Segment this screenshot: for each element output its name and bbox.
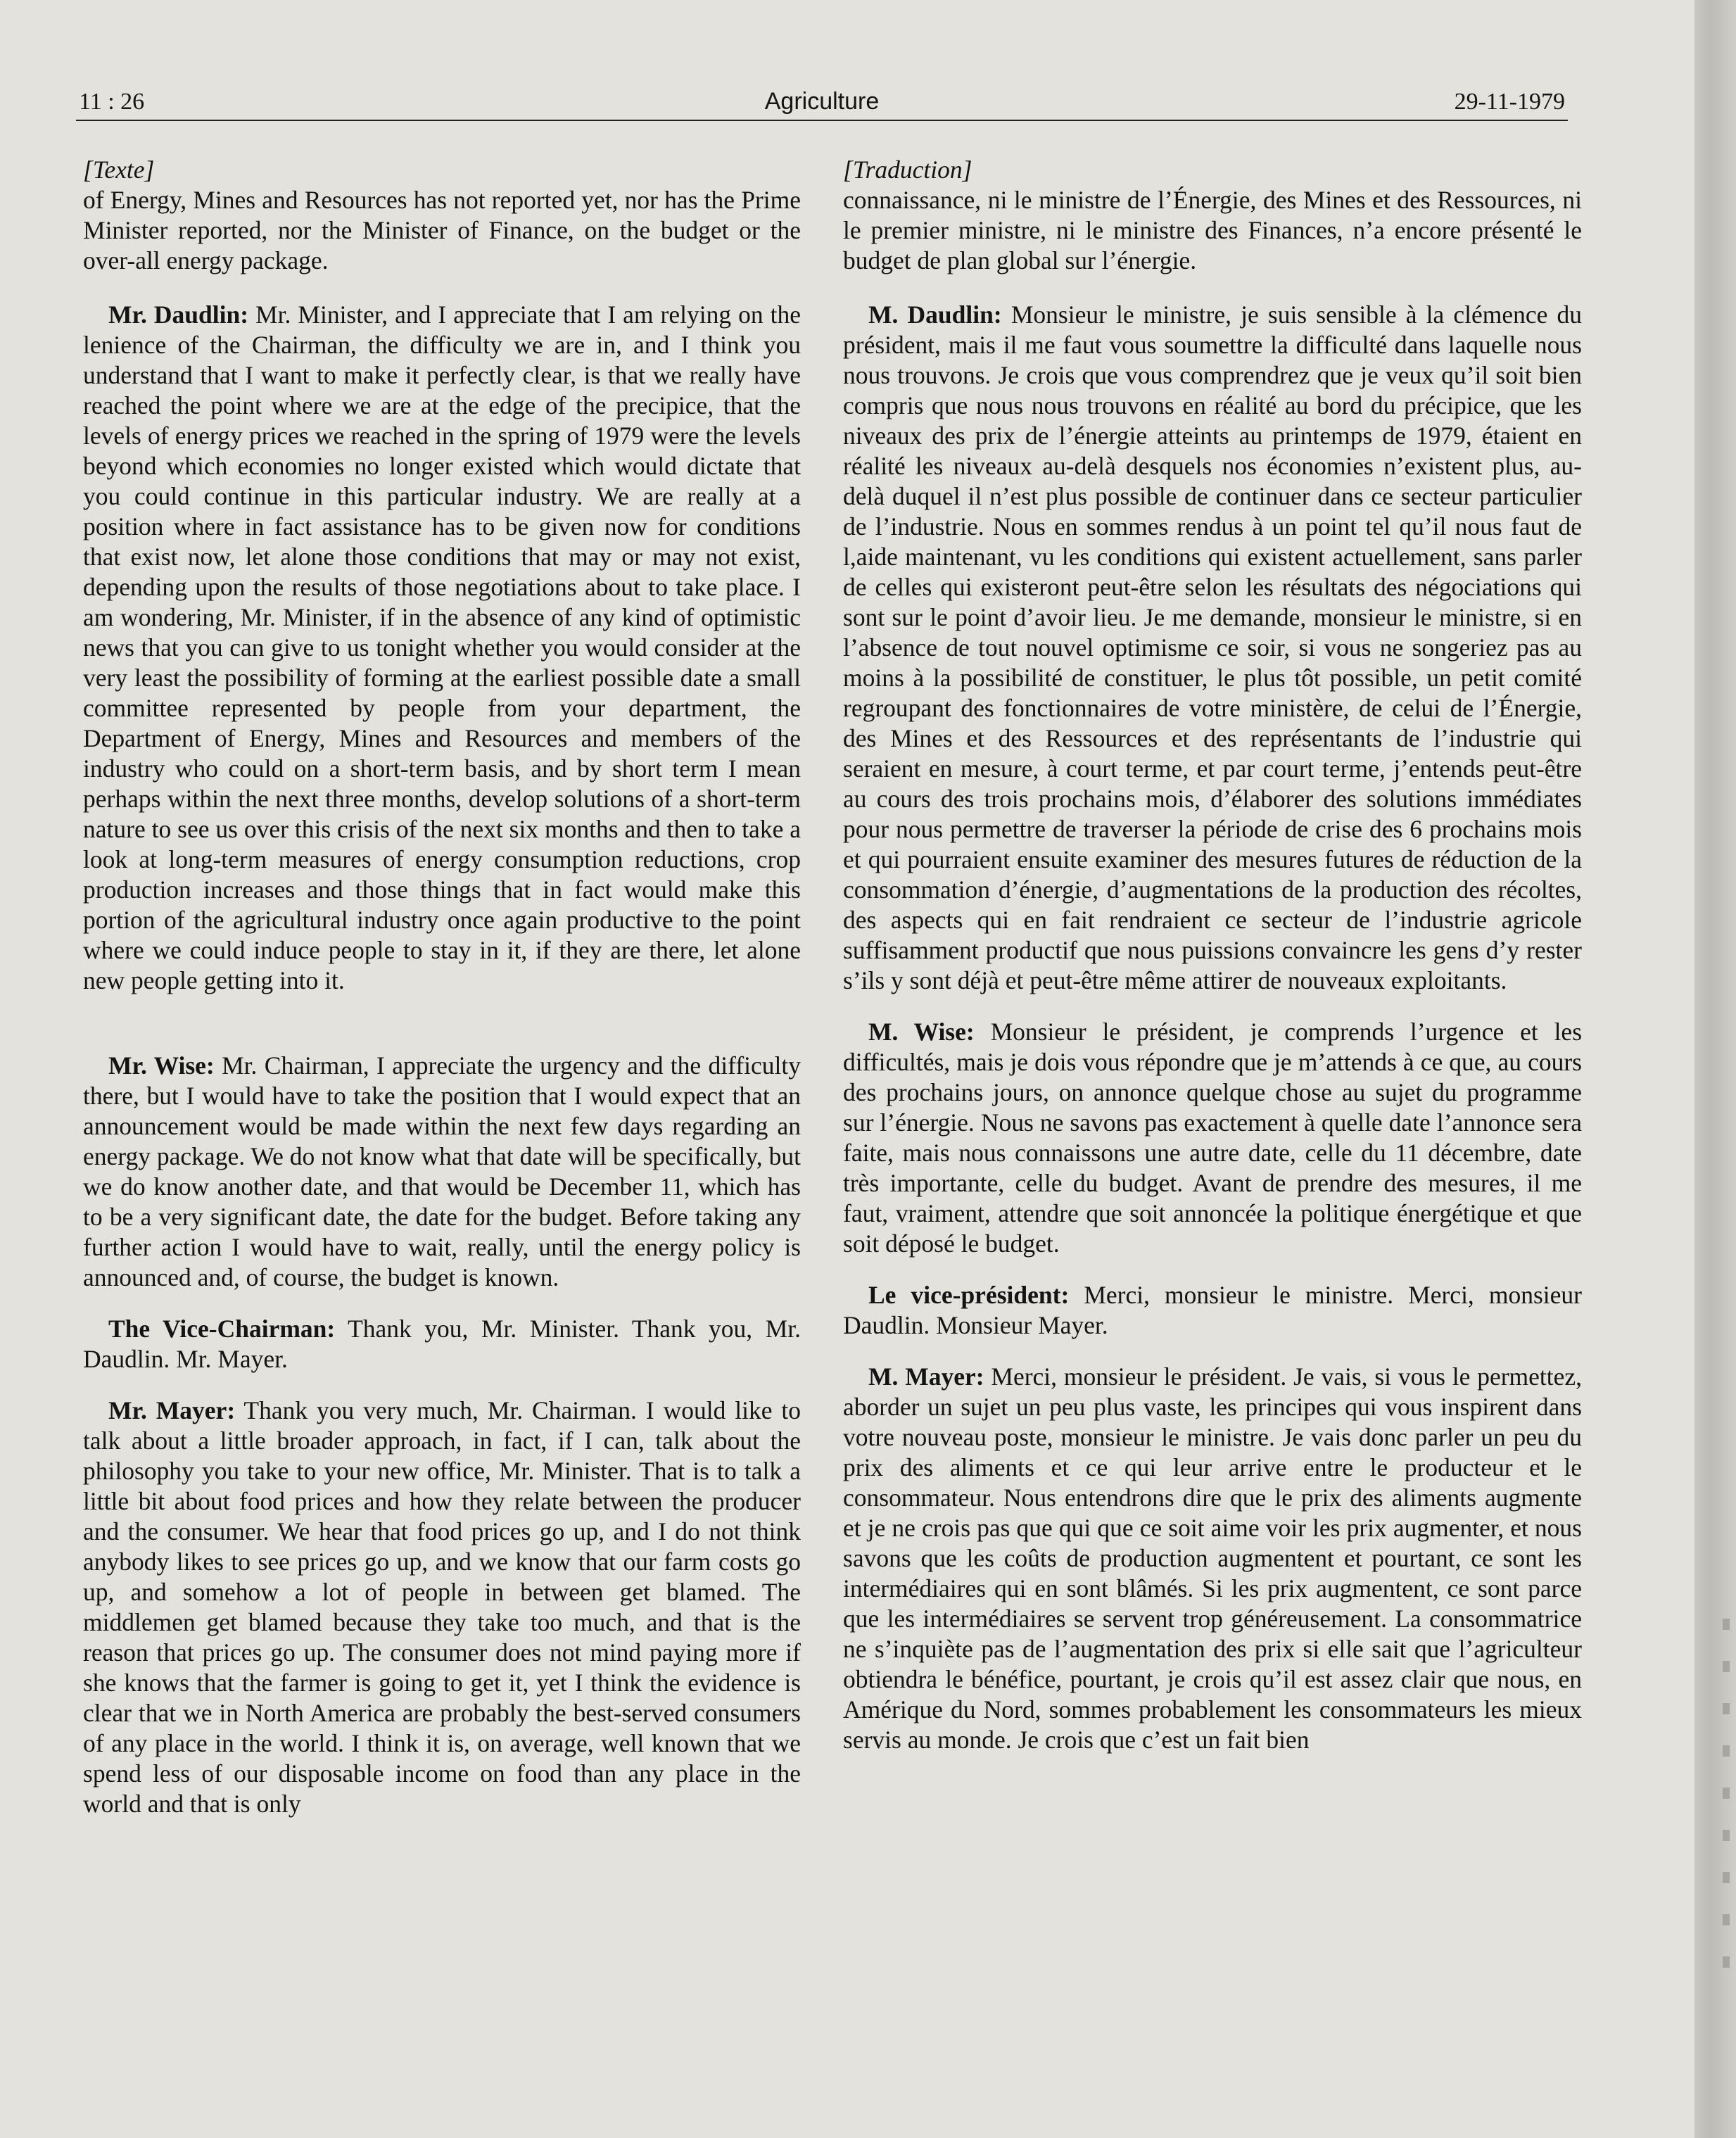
- speech-text: Thank you very much, Mr. Chairman. I would like to talk about a little broader approach, in fact, if I can, talk about the philosophy you take to your new office, Mr. Minister. That is to talk a little bit about food prices and how they relate between the producer and the consumer. We hear that food prices go up, and I do not think anybody likes to see prices go up, and we know that our farm costs go up, and somehow a lot of people in between get blamed. The middlemen get blamed because they take too much, and that is the reason that prices go up. The consumer does not mind paying more if she knows that the farmer is going to get it, yet I think the evidence is clear that we in North America are probably the best-served consumers of any place in the world. I think it is, on average, well known that we spend less of our disposable income on food than any place in the world and that is only: [83, 1396, 801, 1818]
- continuation-text: of Energy, Mines and Resources has not reported yet, nor has the Prime Minister reported, nor the Minister of Finance, on the budget or the over-all energy package.: [83, 186, 801, 274]
- speaker-name: Le vice-président:: [868, 1281, 1070, 1309]
- page-gutter: [1694, 0, 1736, 2138]
- speaker-name: M. Wise:: [868, 1018, 975, 1046]
- speech-text: Mr. Chairman, I appreciate the urgency and the difficulty there, but I would have to take the position that I would expect that an announcement would be made within the next few days regarding an energy package. We do not know what that date will be specifically, but we do know another date, and that would be December 11, which has to be a very significant date, the date for the budget. Before taking any further action I would have to wait, really, until the energy policy is announced and, of course, the budget is known.: [83, 1051, 802, 1291]
- bleed-mark: [1723, 1830, 1730, 1841]
- speech-vice-president: [843, 1280, 1582, 1341]
- speaker-name: Mr. Wise:: [108, 1051, 215, 1080]
- speech-daudlin: [83, 300, 801, 996]
- language-marker: [Texte]: [83, 156, 155, 184]
- bleed-mark: [1723, 1619, 1730, 1630]
- speech-vice-chairman: [83, 1314, 801, 1374]
- speech-text: Thank you, Mr. Minister. Thank you, Mr. Daudlin. Mr. Mayer.: [83, 1315, 801, 1373]
- speech-mayer: [843, 1362, 1582, 1755]
- bleed-mark: [1723, 1745, 1730, 1757]
- bleed-mark: [1723, 1788, 1730, 1799]
- page-number: 11 : 26: [79, 89, 145, 115]
- header-date: 29-11-1979: [1454, 89, 1565, 115]
- french-column: [843, 155, 1582, 1776]
- speaker-name: The Vice-Chairman:: [108, 1315, 336, 1343]
- speaker-name: Mr. Daudlin:: [108, 301, 249, 329]
- running-title: Agriculture: [764, 88, 880, 115]
- english-column: [83, 155, 801, 1840]
- speech-text: Merci, monsieur le ministre. Merci, monsieur Daudlin. Monsieur Mayer.: [843, 1281, 1582, 1339]
- speaker-name: M. Daudlin:: [868, 301, 1002, 329]
- speech-text: Mr. Minister, and I appreciate that I am relying on the lenience of the Chairman, the difficulty we are in, and I think you understand that I want to make it perfectly clear, is that we really have reached the point where we are at the edge of the precipice, that the levels of energy prices we reached in the spring of 1979 were the levels beyond which economies no longer existed which would dictate that you could continue in this particular industry. We are really at a position where in fact assistance has to be given now for conditions that exist now, let alone those conditions that may or may not exist, depending upon the results of those negotiations about to take place. I am wondering, Mr. Minister, if in the absence of any kind of optimistic news that you can give to us tonight whether you would consider at the very least the possibility of forming at the earliest possible date a small committee represented by people from your department, the Department of Energy, Mines and Resources and members of the industry who could on a short-term basis, and by short term I mean perhaps within the next three months, develop solutions of a short-term nature to see us over this crisis of the next six months and then to take a look at long-term measures of energy consumption reductions, crop production increases and those things that in fact would make this portion of the agricultural industry once again productive to the point where we could induce people to stay in it, if they are there, let alone new people getting into it.: [83, 301, 802, 994]
- bleed-mark: [1723, 1661, 1730, 1672]
- bleed-mark: [1723, 1872, 1730, 1883]
- bleed-mark: [1723, 1703, 1730, 1714]
- bleed-mark: [1723, 1956, 1730, 1968]
- speech-wise: [843, 1017, 1582, 1259]
- speaker-name: Mr. Mayer:: [108, 1396, 236, 1424]
- speech-daudlin: [843, 300, 1582, 996]
- speech-mayer: [83, 1396, 801, 1819]
- speaker-name: M. Mayer:: [868, 1362, 984, 1391]
- speech-text: Monsieur le président, je comprends l’urgence et les difficultés, mais je dois vous répondre que je m’attends à ce que, au cours des prochains jours, on annonce quelque chose au sujet du programme sur l’énergie. Nous ne savons pas exactement à quelle date l’annonce sera faite, mais nous connaissons une autre date, celle du 11 décembre, date très importante, celle du budget. Avant de prendre des mesures, il me faut, vraiment, attendre que soit annoncée la politique énergétique et que soit déposé le budget.: [843, 1018, 1583, 1258]
- speech-text: Monsieur le ministre, je suis sensible à la clémence du président, mais il me faut vous soumettre la difficulté dans laquelle nous nous trouvons. Je crois que vous comprendrez que je veux qu’il soit bien compris que nous nous trouvons en réalité au bord du précipice, que les niveaux des prix de l’énergie atteints au printemps de 1979, étaient en réalité les niveaux au-delà desquels nos économies n’existent plus, au-delà duquel il n’est plus possible de continuer dans ce secteur particulier de l’industrie. Nous en sommes rendus à un point tel qu’il nous faut de l,aide maintenant, vu les conditions qui existent actuellement, sans parler de celles qui existeront peut-être selon les résultats des négociations qui sont sur le point d’avoir lieu. Je me demande, monsieur le ministre, si en l’absence de tout nouvel optimisme ce soir, si vous ne songeriez pas au moins à la possibilité de constituer, le plus tôt possible, un petit comité regroupant des fonctionnaires de votre ministère, de celui de l’Énergie, des Mines et des Ressources et des représentants de l’industrie qui seraient en mesure, à court terme, et par court terme, j’entends peut-être au cours des trois prochains mois, d’élaborer des solutions immédiates pour nous permettre de traverser la période de crise des 6 prochains mois et qui pourraient ensuite examiner des mesures futures de réduction de la consommation d’énergie, d’augmentations de la production des récoltes, des aspects qui en fait rendraient ce secteur de l’industrie agricole suffisamment productif que nous puissions convaincre les gens d’y rester s’ils y sont déjà et peut-être même attirer de nouveaux exploitants.: [843, 301, 1583, 994]
- continuation-text: connaissance, ni le ministre de l’Énergie, des Mines et des Ressources, ni le premier ministre, ni le ministre des Finances, n’a encore présenté le budget de plan global sur l’énergie.: [843, 186, 1582, 274]
- speech-text: Merci, monsieur le président. Je vais, si vous le permettez, aborder un sujet un peu plus vaste, les principes qui vous inspirent dans votre nouveau poste, monsieur le ministre. Je vais donc parler un peu du prix des aliments et ce qui leur arrive entre le producteur et le consommateur. Nous entendrons dire que le prix des aliments augmente et je ne crois pas que qui que ce soit aime voir les prix augmenter, et nous savons que les coûts de production augmentent et pourtant, ce sont les intermédiaires qui en sont blâmés. Si les prix augmentent, ce sont parce que les intermédiaires se servent trop généreusement. La consommatrice ne s’inquiète pas de l’augmentation des prix si elle sait que l’agriculteur obtiendra le bénéfice, pourtant, je crois qu’il est assez clair que nous, en Amérique du Nord, sommes probablement les consommateurs les mieux servis au monde. Je crois que c’est un fait bien: [843, 1362, 1583, 1754]
- speech-wise: [83, 1051, 801, 1293]
- page-header: [76, 70, 1568, 121]
- language-marker: [Traduction]: [843, 156, 972, 184]
- bleed-mark: [1723, 1914, 1730, 1925]
